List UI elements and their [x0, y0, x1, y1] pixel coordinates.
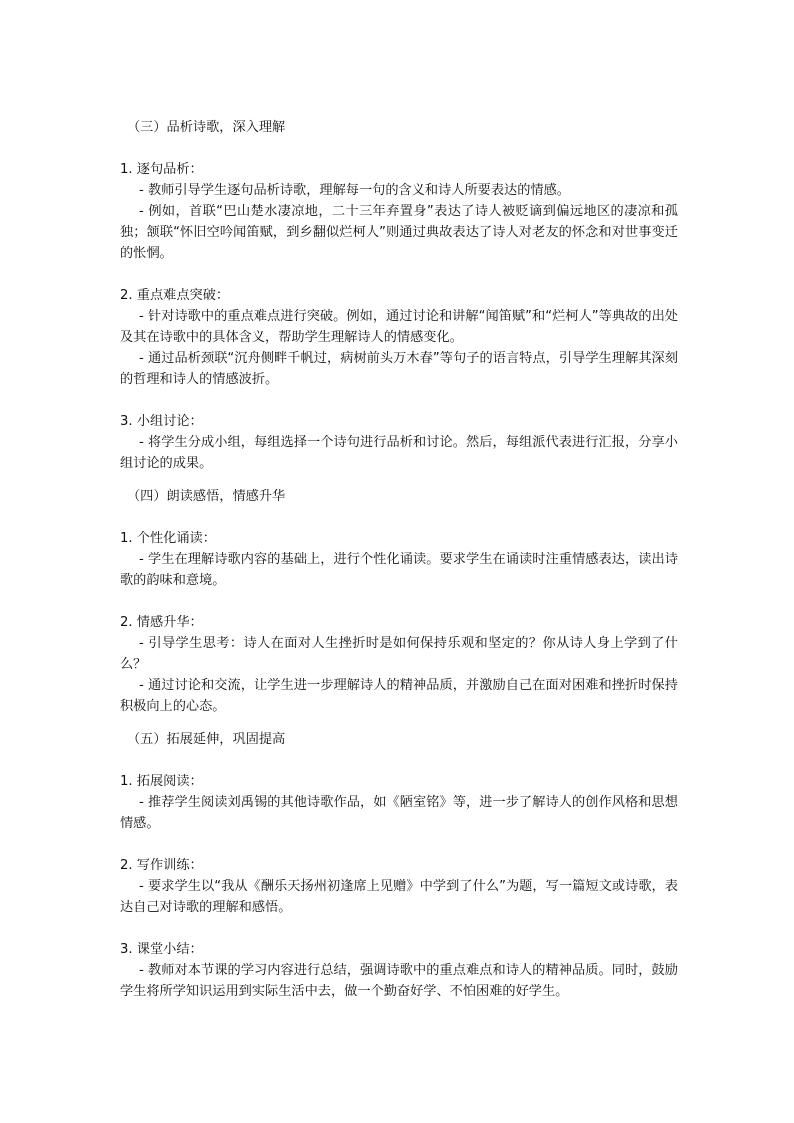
bullet-text: - 通过讨论和交流，让学生进一步理解诗人的精神品质，并激励自己在面对困难和挫折时保持积极向上的心态。: [120, 678, 678, 714]
section-heading: （四）朗读感悟，情感升华: [127, 489, 286, 504]
bullet-text: - 将学生分成小组，每组选择一个诗句进行品析和讨论。然后，每组派代表进行汇报，分享小组讨论的成果。: [120, 435, 678, 471]
item-title: 2. 情感升华：: [120, 615, 203, 630]
item-title: 3. 课堂小结：: [120, 942, 203, 957]
item-title: 1. 逐句品析：: [120, 162, 203, 177]
item-title: 3. 小组讨论：: [120, 414, 203, 429]
bullet-text: - 要求学生以“我从《酬乐天扬州初逢席上见赠》中学到了什么”为题，写一篇短文或诗歌，表达自己对诗歌的理解和感悟。: [120, 879, 678, 915]
bullet-text: - 教师引导学生逐句品析诗歌，理解每一句的含义和诗人所要表达的情感。: [139, 183, 570, 198]
document-body: [120, 117, 678, 1002]
bullet-text: - 教师对本节课的学习内容进行总结，强调诗歌中的重点难点和诗人的精神品质。同时，鼓励学生将所学知识运用到实际生活中去，做一个勤奋好学、不怕困难的好学生。: [120, 963, 678, 999]
bullet-text: - 针对诗歌中的重点难点进行突破。例如，通过讨论和讲解“闻笛赋”和“烂柯人”等典故的出处及其在诗歌中的具体含义，帮助学生理解诗人的情感变化。: [120, 309, 678, 345]
item-title: 2. 重点难点突破：: [120, 288, 230, 303]
section-heading: （五）拓展延伸，巩固提高: [127, 732, 286, 747]
bullet-text: - 推荐学生阅读刘禹锡的其他诗歌作品，如《陋室铭》等，进一步了解诗人的创作风格和思想情感。: [120, 795, 678, 831]
item-title: 1. 拓展阅读：: [120, 774, 203, 789]
item-title: 2. 写作训练：: [120, 858, 203, 873]
bullet-text: - 例如，首联“巴山楚水凄凉地，二十三年弃置身”表达了诗人被贬谪到偏远地区的凄凉和孤独；颔联“怀旧空吟闻笛赋，到乡翻似烂柯人”则通过典故表达了诗人对老友的怀念和对世事变迁的怅惘。: [120, 204, 678, 261]
section-heading: （三）品析诗歌，深入理解: [127, 120, 286, 135]
bullet-text: - 学生在理解诗歌内容的基础上，进行个性化诵读。要求学生在诵读时注重情感表达，读出诗歌的韵味和意境。: [120, 552, 678, 588]
bullet-text: - 通过品析颈联“沉舟侧畔千帆过，病树前头万木春”等句子的语言特点，引导学生理解其深刻的哲理和诗人的情感波折。: [120, 351, 678, 387]
item-title: 1. 个性化诵读：: [120, 531, 216, 546]
bullet-text: - 引导学生思考：诗人在面对人生挫折时是如何保持乐观和坚定的？你从诗人身上学到了什么？: [120, 636, 678, 672]
